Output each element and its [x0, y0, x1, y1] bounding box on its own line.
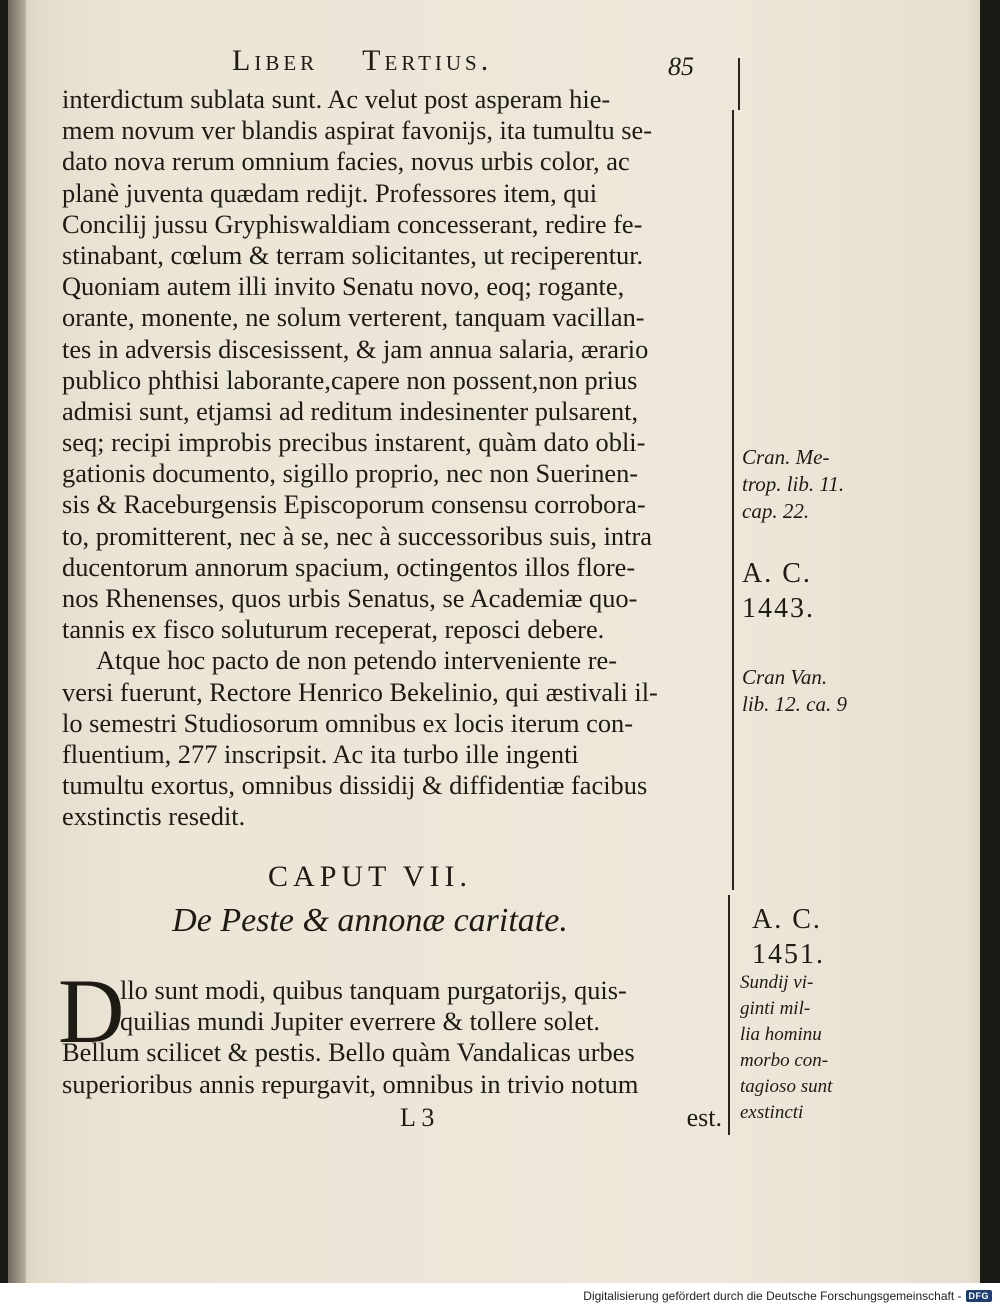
text-line: tes in adversis discesissent, & jam annua salaria, ærario [62, 333, 649, 364]
page-edge [980, 0, 990, 1283]
text-line: tannis ex fisco soluturum receperat, reposci debere. [62, 614, 605, 645]
running-head [232, 44, 536, 78]
text-line: seq; recipi improbis precibus instarent, quàm dato obli- [62, 427, 646, 458]
text-line: stinabant, cœlum & terram solicitantes, ut reciperentur. [62, 239, 644, 270]
text-line: admisi sunt, etjamsi ad reditum indesinenter pulsarent, [62, 395, 639, 426]
text-line: publico phthisi laborante,capere non possent,non prius [62, 364, 638, 395]
margin-note-line: morbo con- [740, 1050, 829, 1071]
drop-cap: D [58, 960, 125, 1062]
running-head-left: Liber [232, 44, 319, 77]
text-line: nos Rhenenses, quos urbis Senatus, se Academiæ quo- [62, 583, 638, 613]
page-gutter [8, 0, 26, 1283]
text-line: lo semestri Studiosorum omnibus ex locis iterum con- [62, 707, 634, 738]
text-line: superioribus annis repurgavit, omnibus in trivio notum [62, 1068, 639, 1099]
text-line: mem novum ver blandis aspirat favonijs, ita tumultu se- [62, 115, 653, 146]
chapter-text-block [62, 975, 722, 1100]
text-line: to, promitterent, nec à se, nec à successoribus suis, intra [62, 520, 652, 551]
footer-credit [583, 1289, 992, 1303]
text-line: Bellum scilicet & pestis. Bello quàm Vandalicas urbes [62, 1037, 635, 1068]
margin-rule [738, 58, 740, 110]
margin-note-year-1443 [742, 556, 815, 626]
text-line: quilias mundi Jupiter everrere & tollere solet. [120, 1006, 601, 1037]
dfg-logo-icon: DFG [966, 1290, 993, 1302]
text-line: Atque hoc pacto de non petendo interveniente re- [96, 645, 618, 676]
margin-note-line: trop. lib. 11. [742, 472, 845, 496]
margin-note-line: tagioso sunt [740, 1076, 833, 1097]
text-line: exstinctis resedit. [62, 801, 246, 832]
text-line: orante, monente, ne solum verterent, tanquam vacillan- [62, 302, 645, 333]
margin-note-line: Sundij vi- [740, 972, 814, 993]
margin-note-line: lib. 12. ca. 9 [742, 692, 847, 716]
chapter-heading: CAPUT VII. [268, 860, 472, 893]
margin-note-line: A. C. [742, 558, 812, 589]
margin-note-line: ginti mil- [740, 998, 811, 1019]
signature-mark: L 3 [400, 1103, 435, 1132]
margin-note-line: cap. 22. [742, 499, 810, 523]
text-line: versi fuerunt, Rectore Henrico Bekelinio, qui æstivali il- [62, 676, 658, 707]
main-text-block [62, 84, 722, 833]
margin-note-cranz-vandalia [742, 664, 847, 718]
text-line: interdictum sublata sunt. Ac velut post asperam hie- [62, 84, 611, 114]
margin-note-cranz-metrop [742, 444, 844, 525]
text-line: planè juventa quædam redijt. Professores item, qui [62, 177, 598, 208]
margin-note-line: lia hominu [740, 1024, 822, 1045]
page-number: 85 [668, 52, 694, 81]
text-line: gationis documento, sigillo proprio, nec non Suerinen- [62, 458, 639, 489]
chapter-title: De Peste & annonæ caritate. [172, 902, 568, 939]
text-line: fluentium, 277 inscripsit. Ac ita turbo ille ingenti [62, 738, 579, 769]
margin-note-line: A. C. [752, 904, 822, 935]
margin-rule [732, 110, 734, 890]
text-line: ducentorum annorum spacium, octingentos illos flore- [62, 551, 636, 582]
footer-text: Digitalisierung gefördert durch die Deutsche Forschungsgemeinschaft - [583, 1289, 962, 1303]
margin-note-line: exstincti [740, 1102, 804, 1123]
text-line: llo sunt modi, quibus tanquam purgatorijs, quis- [120, 975, 627, 1005]
text-line: sis & Raceburgensis Episcoporum consensu corrobora- [62, 489, 646, 520]
text-line: Concilij jussu Gryphiswaldiam concesserant, redire fe- [62, 208, 643, 239]
margin-note-line: 1451. [752, 939, 825, 970]
margin-note-plague [740, 970, 832, 1126]
catchword: est. [686, 1103, 722, 1132]
margin-note-year-1451 [752, 902, 825, 972]
text-line: tumultu exortus, omnibus dissidij & diffidentiæ facibus [62, 770, 648, 801]
running-head-right: Tertius. [362, 44, 493, 77]
margin-note-line: Cran. Me- [742, 445, 830, 469]
margin-note-line: Cran Van. [742, 665, 828, 689]
margin-note-line: 1443. [742, 593, 815, 624]
text-line: dato nova rerum omnium facies, novus urbis color, ac [62, 146, 630, 177]
text-line: Quoniam autem illi invito Senatu novo, eoq; rogante, [62, 271, 625, 302]
